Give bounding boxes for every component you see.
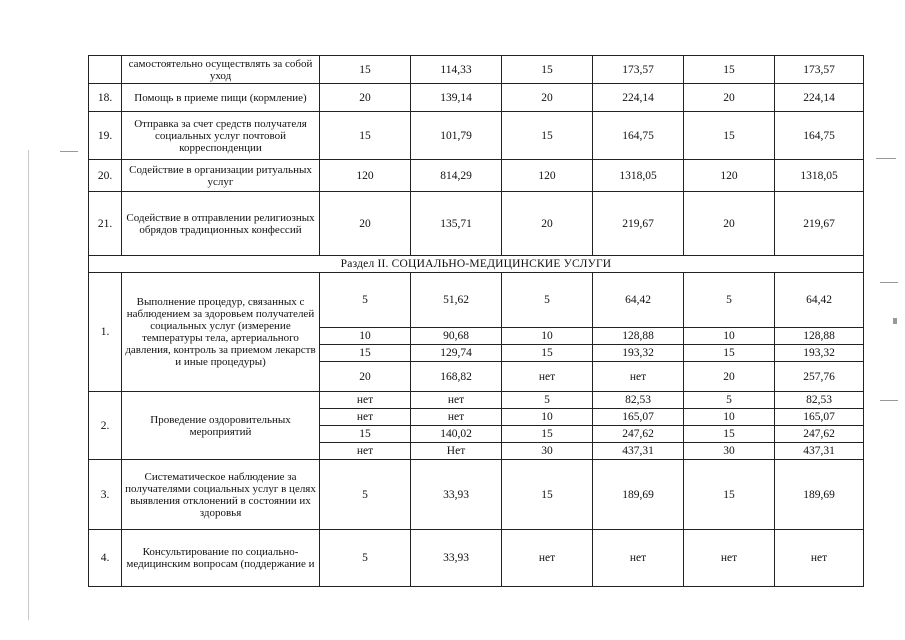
cell-value: 5 bbox=[320, 460, 411, 530]
cell-value: 219,67 bbox=[593, 192, 684, 256]
services-tariff-table bbox=[88, 55, 864, 587]
cell-value: 128,88 bbox=[775, 328, 864, 345]
cell-value: 5 bbox=[684, 273, 775, 328]
cell-value: 33,93 bbox=[411, 460, 502, 530]
cell-value: 129,74 bbox=[411, 345, 502, 362]
cell-value: 5 bbox=[320, 530, 411, 587]
cell-value: 1318,05 bbox=[593, 160, 684, 192]
cell-value: 247,62 bbox=[775, 426, 864, 443]
table-row bbox=[89, 530, 864, 587]
cell-value: 15 bbox=[502, 56, 593, 84]
cell-value: 140,02 bbox=[411, 426, 502, 443]
service-name: Помощь в приеме пищи (кормление) bbox=[122, 84, 320, 112]
cell-value: 15 bbox=[320, 112, 411, 160]
cell-value: 168,82 bbox=[411, 362, 502, 392]
cell-value: 15 bbox=[320, 56, 411, 84]
table-row bbox=[89, 460, 864, 530]
service-name: Содействие в организации ритуальных услуг bbox=[122, 160, 320, 192]
cell-value: 82,53 bbox=[593, 392, 684, 409]
cell-value: нет bbox=[593, 362, 684, 392]
service-name: Проведение оздоровительных мероприятий bbox=[122, 392, 320, 460]
row-number: 1. bbox=[89, 273, 122, 392]
scan-artifact bbox=[876, 158, 896, 159]
service-name: Содействие в отправлении религиозных обрядов традиционных конфессий bbox=[122, 192, 320, 256]
cell-value: 164,75 bbox=[775, 112, 864, 160]
cell-value: 165,07 bbox=[593, 409, 684, 426]
row-number: 19. bbox=[89, 112, 122, 160]
cell-value: 82,53 bbox=[775, 392, 864, 409]
cell-value: 257,76 bbox=[775, 362, 864, 392]
cell-value: 20 bbox=[684, 192, 775, 256]
cell-value: 139,14 bbox=[411, 84, 502, 112]
table-row bbox=[89, 56, 864, 84]
cell-value: 33,93 bbox=[411, 530, 502, 587]
cell-value: 114,33 bbox=[411, 56, 502, 84]
cell-value: нет bbox=[684, 530, 775, 587]
cell-value: 437,31 bbox=[593, 443, 684, 460]
cell-value: 193,32 bbox=[593, 345, 684, 362]
cell-value: Нет bbox=[411, 443, 502, 460]
cell-value: 814,29 bbox=[411, 160, 502, 192]
cell-value: 10 bbox=[502, 409, 593, 426]
cell-value: 30 bbox=[502, 443, 593, 460]
cell-value: 15 bbox=[320, 345, 411, 362]
cell-value: 189,69 bbox=[775, 460, 864, 530]
table-row bbox=[89, 160, 864, 192]
scan-edge-line bbox=[28, 150, 29, 620]
cell-value: 64,42 bbox=[775, 273, 864, 328]
table-row bbox=[89, 392, 864, 409]
cell-value: 20 bbox=[502, 192, 593, 256]
row-number: 4. bbox=[89, 530, 122, 587]
cell-value: 15 bbox=[502, 112, 593, 160]
table-row bbox=[89, 112, 864, 160]
row-number bbox=[89, 56, 122, 84]
cell-value: 10 bbox=[502, 328, 593, 345]
cell-value: 164,75 bbox=[593, 112, 684, 160]
cell-value: 20 bbox=[320, 84, 411, 112]
scan-artifact bbox=[60, 151, 78, 152]
cell-value: 173,57 bbox=[593, 56, 684, 84]
cell-value: 10 bbox=[684, 328, 775, 345]
cell-value: 128,88 bbox=[593, 328, 684, 345]
service-name: Отправка за счет средств получателя социальных услуг почтовой корреспонденции bbox=[122, 112, 320, 160]
cell-value: 15 bbox=[320, 426, 411, 443]
cell-value: 135,71 bbox=[411, 192, 502, 256]
service-name: Выполнение процедур, связанных с наблюдением за здоровьем получателей социальных услуг (измерение температуры тела, артериального давления, контроль за приемом лекарств и иные процедуры) bbox=[122, 273, 320, 392]
cell-value: 90,68 bbox=[411, 328, 502, 345]
cell-value: 189,69 bbox=[593, 460, 684, 530]
cell-value: нет bbox=[502, 362, 593, 392]
cell-value: нет bbox=[775, 530, 864, 587]
cell-value: 10 bbox=[684, 409, 775, 426]
cell-value: 165,07 bbox=[775, 409, 864, 426]
cell-value: 437,31 bbox=[775, 443, 864, 460]
cell-value: 15 bbox=[502, 460, 593, 530]
service-name: Консультирование по социально-медицинским вопросам (поддержание и bbox=[122, 530, 320, 587]
cell-value: нет bbox=[320, 443, 411, 460]
cell-value: 20 bbox=[320, 362, 411, 392]
cell-value: нет bbox=[411, 409, 502, 426]
cell-value: 5 bbox=[684, 392, 775, 409]
cell-value: 173,57 bbox=[775, 56, 864, 84]
cell-value: 64,42 bbox=[593, 273, 684, 328]
cell-value: 51,62 bbox=[411, 273, 502, 328]
cell-value: нет bbox=[320, 409, 411, 426]
cell-value: нет bbox=[320, 392, 411, 409]
cell-value: 1318,05 bbox=[775, 160, 864, 192]
cell-value: нет bbox=[411, 392, 502, 409]
cell-value: 15 bbox=[684, 460, 775, 530]
cell-value: 219,67 bbox=[775, 192, 864, 256]
cell-value: 5 bbox=[502, 392, 593, 409]
section-header-row bbox=[89, 256, 864, 273]
cell-value: 5 bbox=[320, 273, 411, 328]
cell-value: 10 bbox=[320, 328, 411, 345]
section-title: Раздел II. СОЦИАЛЬНО-МЕДИЦИНСКИЕ УСЛУГИ bbox=[89, 256, 864, 273]
cell-value: 224,14 bbox=[593, 84, 684, 112]
cell-value: 5 bbox=[502, 273, 593, 328]
cell-value: 20 bbox=[684, 362, 775, 392]
scan-artifact bbox=[893, 318, 897, 324]
scan-artifact bbox=[880, 282, 898, 283]
cell-value: 30 bbox=[684, 443, 775, 460]
row-number: 20. bbox=[89, 160, 122, 192]
cell-value: 15 bbox=[684, 345, 775, 362]
cell-value: 120 bbox=[320, 160, 411, 192]
table-row bbox=[89, 84, 864, 112]
cell-value: 20 bbox=[684, 84, 775, 112]
table-row bbox=[89, 273, 864, 328]
cell-value: 15 bbox=[502, 426, 593, 443]
cell-value: 120 bbox=[684, 160, 775, 192]
cell-value: 15 bbox=[684, 56, 775, 84]
row-number: 2. bbox=[89, 392, 122, 460]
cell-value: 15 bbox=[684, 112, 775, 160]
cell-value: 20 bbox=[502, 84, 593, 112]
service-name: самостоятельно осуществлять за собой уход bbox=[122, 56, 320, 84]
cell-value: 15 bbox=[502, 345, 593, 362]
row-number: 18. bbox=[89, 84, 122, 112]
row-number: 3. bbox=[89, 460, 122, 530]
table-row bbox=[89, 192, 864, 256]
cell-value: 247,62 bbox=[593, 426, 684, 443]
cell-value: 224,14 bbox=[775, 84, 864, 112]
cell-value: нет bbox=[502, 530, 593, 587]
service-name: Систематическое наблюдение за получателями социальных услуг в целях выявления отклонений в состоянии их здоровья bbox=[122, 460, 320, 530]
row-number: 21. bbox=[89, 192, 122, 256]
cell-value: 120 bbox=[502, 160, 593, 192]
cell-value: 101,79 bbox=[411, 112, 502, 160]
cell-value: нет bbox=[593, 530, 684, 587]
scan-artifact bbox=[880, 400, 898, 401]
cell-value: 193,32 bbox=[775, 345, 864, 362]
cell-value: 15 bbox=[684, 426, 775, 443]
cell-value: 20 bbox=[320, 192, 411, 256]
